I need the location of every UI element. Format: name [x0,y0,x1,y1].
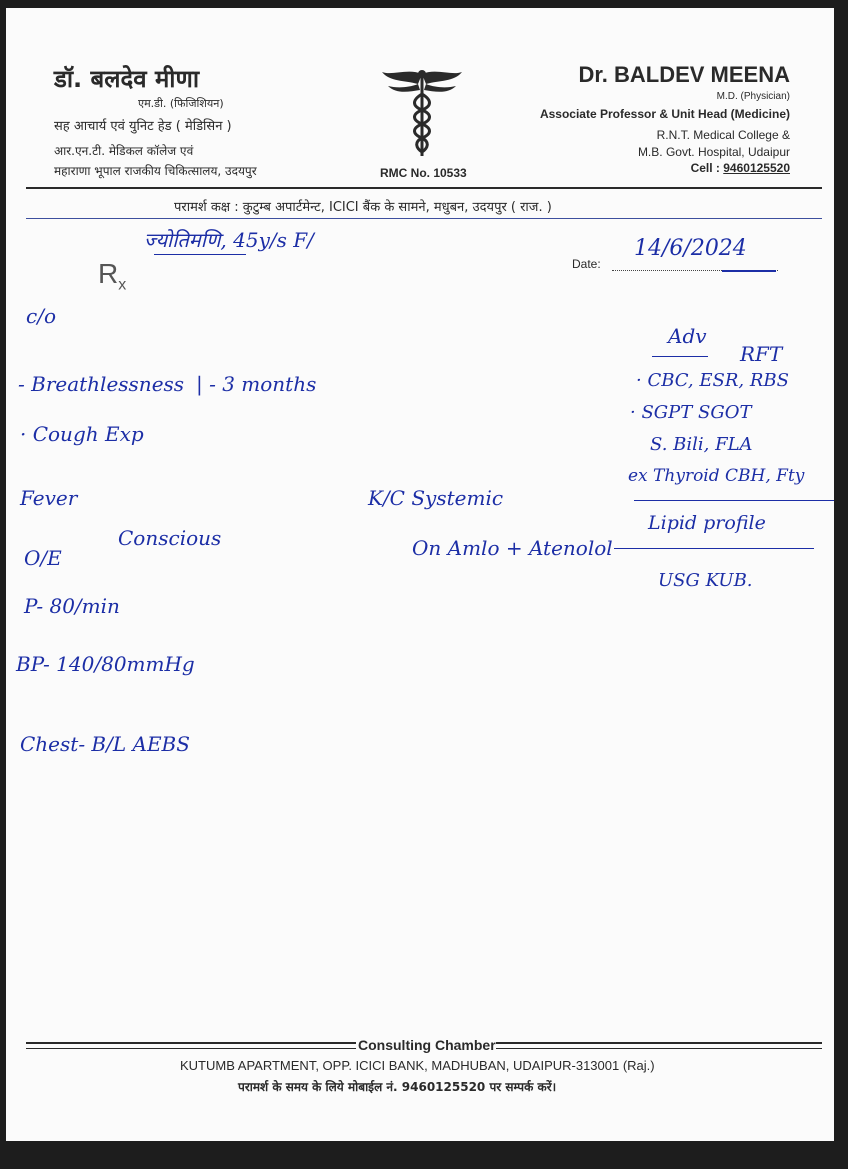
hospital-hindi: महाराणा भूपाल राजकीय चिकित्सालय, उदयपुर [54,164,257,178]
complaint-line-3: Fever [20,486,78,510]
advice-underline [652,356,708,357]
investigation-3: S. Bili, FLA [650,434,753,455]
investigation-bracket [614,548,814,549]
investigation-rft: RFT [740,342,783,366]
advice-label: Adv [668,324,707,348]
footer-address: KUTUMB APARTMENT, OPP. ICICI BANK, MADHUBAN, UDAIPUR-313001 (Raj.) [180,1058,655,1073]
exam-bp: BP- 140/80mmHg [16,652,195,676]
rx-subscript: x [118,276,127,294]
doctor-name-english: Dr. BALDEV MEENA [578,62,790,87]
date-underline [722,270,776,272]
hospital-english: M.B. Govt. Hospital, Udaipur [637,145,790,159]
footer-rule-left-1 [26,1042,356,1044]
exam-pulse: P- 80/min [24,594,120,618]
rmc-number: RMC No. 10533 [380,166,467,180]
header-divider [26,187,822,189]
rx-symbol [98,258,126,295]
complaint-line-1-duration: | - 3 months [196,372,317,396]
address-divider [26,218,822,219]
exam-chest: Chest- B/L AEBS [20,732,190,756]
investigation-1: · CBC, ESR, RBS [636,370,789,391]
college-hindi: आर.एन.टी. मेडिकल कॉलेज एवं [54,144,194,158]
date-label: Date: [572,257,601,271]
cell-label: Cell : [690,161,724,175]
consulting-chamber-title: Consulting Chamber [358,1037,496,1053]
date-value: 14/6/2024 [634,236,747,261]
footer-contact-hindi: परामर्श के समय के लिये मोबाईल नं. 9460125520 पर सम्पर्क करें। [238,1080,557,1094]
college-english: R.N.T. Medical College & [656,128,790,142]
investigation-4: ex Thyroid CBH, Fty [628,466,805,486]
patient-name: ज्योतिमणि, 45y/s F/ [144,228,314,252]
doctor-name-hindi: डॉ. बलदेव मीणा [54,65,200,93]
prescription-sheet [6,8,834,1141]
doctor-designation-hindi: सह आचार्य एवं युनिट हेड ( मेडिसिन ) [54,119,232,134]
patient-underline [154,254,246,255]
footer-rule-left-2 [26,1048,356,1049]
investigation-divider [634,500,834,501]
caduceus-logo [378,66,466,162]
current-medication: On Amlo + Atenolol [412,536,613,560]
complaint-co: c/o [26,304,56,328]
investigation-5: Lipid profile [648,512,766,534]
exam-oe: O/E [24,546,62,570]
consult-address: परामर्श कक्ष : कुटुम्ब अपार्टमेन्ट, ICICI बैंक के सामने, मधुबन, उदयपुर ( राज. ) [174,200,552,215]
cell-value: 9460125520 [723,161,790,175]
investigation-6: USG KUB. [658,570,753,591]
investigation-2: · SGPT SGOT [630,402,752,423]
complaint-line-1: - Breathlessness [18,372,185,396]
exam-conscious: Conscious [118,526,222,550]
doctor-designation-english: Associate Professor & Unit Head (Medicine) [539,107,790,121]
rx-letter: R [98,258,119,289]
known-case: K/C Systemic [368,486,504,510]
cell-number [691,161,790,175]
doctor-degree-english: M.D. (Physician) [716,91,790,102]
doctor-degree-hindi: एम.डी. (फिजिशियन) [138,97,224,110]
complaint-line-2: · Cough Exp [20,422,144,446]
footer-rule-right-1 [496,1042,822,1044]
footer-rule-right-2 [496,1048,822,1049]
